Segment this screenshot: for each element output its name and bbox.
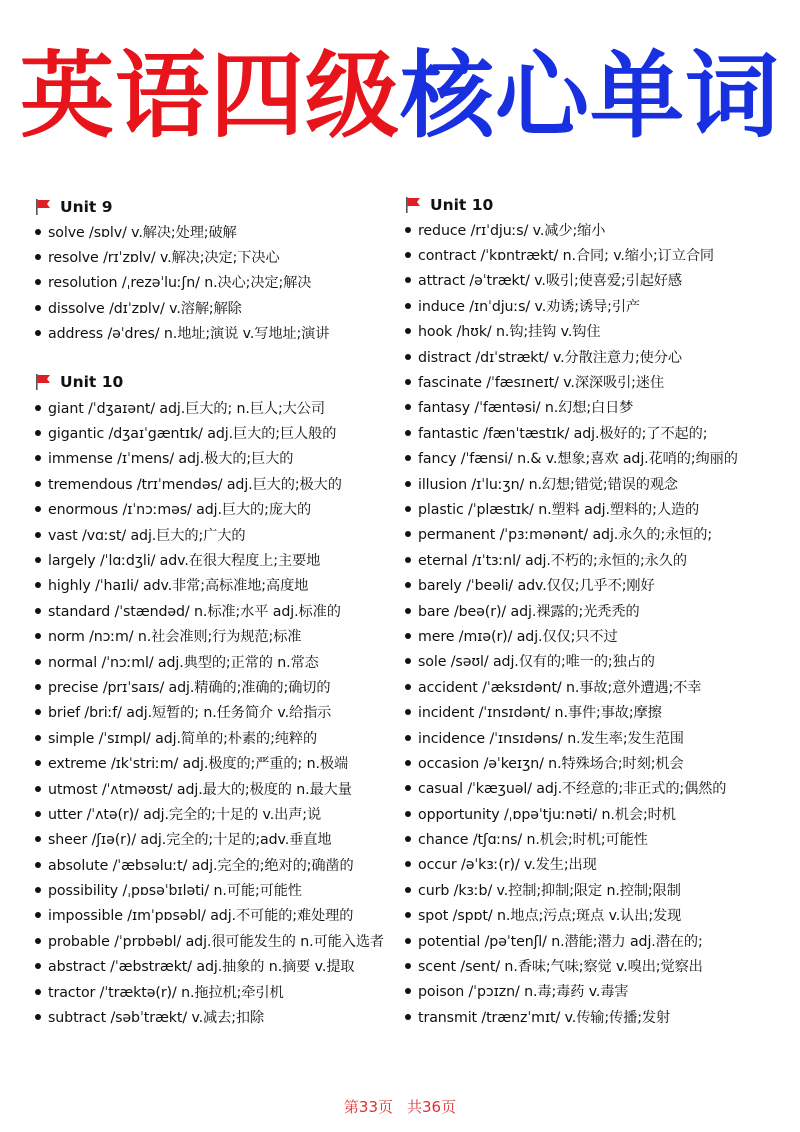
vocab-text: incidence /ˈɪnsɪdəns/ n.发生率;发生范围 [418, 730, 684, 747]
bullet-icon [405, 735, 411, 741]
bullet-icon [405, 785, 411, 791]
vocab-text: attract /əˈtrækt/ v.吸引;使喜爱;引起好感 [418, 273, 682, 290]
page-number: 第33页 [343, 1098, 393, 1116]
bullet-icon [35, 506, 41, 512]
bullet-icon [405, 608, 411, 614]
vocab-entry [34, 979, 404, 1004]
unit-heading [404, 192, 774, 217]
bullet-icon [405, 557, 411, 563]
right-column [404, 192, 774, 1030]
vocab-entry [404, 674, 774, 699]
vocab-text: fantastic /fænˈtæstɪk/ adj.极好的;了不起的; [418, 425, 708, 442]
unit-label: Unit 10 [60, 373, 124, 392]
vocab-entry [404, 852, 774, 877]
unit-heading [34, 194, 404, 219]
vocab-entry [404, 623, 774, 648]
vocab-text: casual /ˈkæʒuəl/ adj.不经意的;非正式的;偶然的 [418, 781, 727, 798]
bullet-icon [35, 608, 41, 614]
unit-label: Unit 9 [60, 197, 113, 216]
page-title [0, 38, 800, 156]
bullet-icon [405, 354, 411, 360]
vocab-text: sole /səʊl/ adj.仅有的;唯一的;独占的 [418, 654, 655, 671]
vocab-entry [34, 321, 404, 346]
vocab-entry [34, 446, 404, 471]
vocab-text: abstract /ˈæbstrækt/ adj.抽象的 n.摘要 v.提取 [48, 959, 355, 976]
vocab-text: barely /ˈbeəli/ adv.仅仅;几乎不;刚好 [418, 578, 655, 595]
bullet-icon [405, 938, 411, 944]
vocab-text: contract /ˈkɒntrækt/ n.合同; v.缩小;订立合同 [418, 248, 715, 265]
vocab-entry [404, 547, 774, 572]
vocab-text: illusion /ɪˈluːʒn/ n.幻想;错觉;错误的观念 [418, 476, 679, 493]
bullet-icon [405, 988, 411, 994]
bullet-icon [35, 684, 41, 690]
vocab-text: norm /nɔːm/ n.社会准则;行为规范;标准 [48, 629, 302, 646]
bullet-icon [405, 404, 411, 410]
bullet-icon [35, 760, 41, 766]
bullet-icon [35, 989, 41, 995]
bullet-icon [35, 836, 41, 842]
vocab-entry [404, 496, 774, 521]
bullet-icon [35, 862, 41, 868]
vocab-text: gigantic /dʒaɪˈgæntɪk/ adj.巨大的;巨人般的 [48, 426, 337, 443]
bullet-icon [405, 709, 411, 715]
vocab-entry [34, 827, 404, 852]
bullet-icon [405, 861, 411, 867]
vocab-entry [34, 471, 404, 496]
vocab-text: dissolve /dɪˈzɒlv/ v.溶解;解除 [48, 300, 242, 317]
bullet-icon [405, 506, 411, 512]
vocab-entry [404, 649, 774, 674]
bullet-icon [35, 887, 41, 893]
vocab-text: address /əˈdres/ n.地址;演说 v.写地址;演讲 [48, 326, 330, 343]
bullet-icon [405, 582, 411, 588]
vocab-entry [404, 268, 774, 293]
bullet-icon [35, 481, 41, 487]
vocab-entry [34, 522, 404, 547]
bullet-icon [35, 430, 41, 436]
vocab-entry [34, 547, 404, 572]
vocab-entry [404, 293, 774, 318]
vocab-text: giant /ˈdʒaɪənt/ adj.巨大的; n.巨人;大公司 [48, 400, 325, 417]
vocab-entry [34, 852, 404, 877]
vocab-entry [404, 217, 774, 242]
vocab-text: scent /sent/ n.香味;气味;察觉 v.嗅出;觉察出 [418, 959, 703, 976]
flag-icon [34, 373, 52, 391]
bullet-icon [405, 684, 411, 690]
vocab-entry [34, 395, 404, 420]
vocab-text: highly /ˈhaɪli/ adv.非常;高标准地;高度地 [48, 578, 309, 595]
bullet-icon [35, 633, 41, 639]
bullet-icon [405, 1014, 411, 1020]
bullet-icon [35, 659, 41, 665]
bullet-icon [35, 330, 41, 336]
bullet-icon [35, 557, 41, 563]
vocab-text: incident /ˈɪnsɪdənt/ n.事件;事故;摩擦 [418, 705, 662, 722]
vocab-entry [34, 1004, 404, 1029]
section-gap [34, 346, 404, 370]
vocab-entry [34, 903, 404, 928]
vocab-entry [404, 699, 774, 724]
vocab-entry [404, 776, 774, 801]
vocab-text: subtract /səbˈtrækt/ v.减去;扣除 [48, 1010, 265, 1027]
vocab-entry [404, 522, 774, 547]
bullet-icon [35, 229, 41, 235]
vocab-entry [34, 750, 404, 775]
vocab-entry [34, 700, 404, 725]
bullet-icon [405, 658, 411, 664]
bullet-icon [405, 531, 411, 537]
bullet-icon [405, 912, 411, 918]
bullet-icon [405, 252, 411, 258]
vocab-entry [34, 776, 404, 801]
vocab-entry [34, 573, 404, 598]
bullet-icon [405, 760, 411, 766]
vocab-entry [34, 801, 404, 826]
bullet-icon [35, 938, 41, 944]
vocab-entry [404, 928, 774, 953]
vocab-entry [404, 598, 774, 623]
vocab-entry [404, 979, 774, 1004]
bullet-icon [35, 532, 41, 538]
vocab-text: bare /beə(r)/ adj.裸露的;光秃秃的 [418, 603, 640, 620]
vocab-entry [404, 903, 774, 928]
vocab-entry [404, 826, 774, 851]
bullet-icon [35, 735, 41, 741]
bullet-icon [35, 305, 41, 311]
vocab-text: brief /briːf/ adj.短暂的; n.任务简介 v.给指示 [48, 705, 332, 722]
vocab-entry [34, 623, 404, 648]
vocab-text: curb /kɜːb/ v.控制;抑制;限定 n.控制;限制 [418, 882, 681, 899]
vocab-text: enormous /ɪˈnɔːməs/ adj.巨大的;庞大的 [48, 502, 312, 519]
page-footer [0, 1096, 800, 1117]
vocab-text: utmost /ˈʌtməʊst/ adj.最大的;极度的 n.最大量 [48, 781, 352, 798]
bullet-icon [405, 963, 411, 969]
vocab-entry [34, 674, 404, 699]
bullet-icon [405, 633, 411, 639]
vocab-text: tremendous /trɪˈmendəs/ adj.巨大的;极大的 [48, 476, 342, 493]
vocab-text: simple /ˈsɪmpl/ adj.简单的;朴素的;纯粹的 [48, 730, 318, 747]
vocab-entry [404, 242, 774, 267]
vocab-entry [404, 1004, 774, 1029]
vocab-text: eternal /ɪˈtɜːnl/ adj.不朽的;永恒的;永久的 [418, 552, 687, 569]
bullet-icon [35, 1014, 41, 1020]
vocab-entry [404, 369, 774, 394]
vocab-text: potential /pəˈtenʃl/ n.潜能;潜力 adj.潜在的; [418, 933, 703, 950]
flag-icon [34, 198, 52, 216]
vocab-text: reduce /rɪˈdjuːs/ v.减少;缩小 [418, 222, 606, 239]
bullet-icon [35, 963, 41, 969]
vocab-text: fascinate /ˈfæsɪneɪt/ v.深深吸引;迷住 [418, 375, 665, 392]
vocab-text: plastic /ˈplæstɪk/ n.塑料 adj.塑料的;人造的 [418, 501, 700, 518]
vocab-entry [404, 319, 774, 344]
bullet-icon [405, 836, 411, 842]
vocab-text: absolute /ˈæbsəluːt/ adj.完全的;绝对的;确凿的 [48, 857, 354, 874]
bullet-icon [35, 582, 41, 588]
bullet-icon [35, 279, 41, 285]
vocab-text: largely /ˈlɑːdʒli/ adv.在很大程度上;主要地 [48, 552, 321, 569]
vocab-entry [34, 295, 404, 320]
vocab-entry [34, 954, 404, 979]
vocab-text: transmit /trænzˈmɪt/ v.传输;传播;发射 [418, 1009, 671, 1026]
bullet-icon [35, 811, 41, 817]
vocab-entry [404, 750, 774, 775]
bullet-icon [35, 254, 41, 260]
vocab-entry [404, 953, 774, 978]
bullet-icon [35, 405, 41, 411]
vocab-entry [404, 446, 774, 471]
vocab-entry [34, 649, 404, 674]
page-total: 共36页 [407, 1098, 457, 1116]
vocab-entry [34, 219, 404, 244]
bullet-icon [405, 379, 411, 385]
vocab-entry [404, 725, 774, 750]
flag-icon [404, 196, 422, 214]
vocab-text: resolution /ˌrezəˈluːʃn/ n.决心;决定;解决 [48, 275, 312, 292]
bullet-icon [405, 328, 411, 334]
title-part-blue: 核心单词 [400, 42, 781, 151]
left-column [34, 194, 404, 1030]
bullet-icon [35, 786, 41, 792]
vocab-text: chance /tʃɑːns/ n.机会;时机;可能性 [418, 832, 648, 849]
vocab-entry [34, 877, 404, 902]
bullet-icon [405, 227, 411, 233]
vocab-entry [34, 420, 404, 445]
vocab-entry [404, 471, 774, 496]
vocab-text: normal /ˈnɔːml/ adj.典型的;正常的 n.常态 [48, 654, 319, 671]
unit-heading [34, 370, 404, 395]
bullet-icon [35, 709, 41, 715]
vocab-text: standard /ˈstændəd/ n.标准;水平 adj.标准的 [48, 603, 341, 620]
vocab-entry [34, 725, 404, 750]
vocab-text: precise /prɪˈsaɪs/ adj.精确的;准确的;确切的 [48, 679, 331, 696]
vocab-text: induce /ɪnˈdjuːs/ v.劝诱;诱导;引产 [418, 298, 641, 315]
bullet-icon [405, 277, 411, 283]
vocab-text: accident /ˈæksɪdənt/ n.事故;意外遭遇;不幸 [418, 679, 702, 696]
bullet-icon [405, 811, 411, 817]
vocab-text: vast /vɑːst/ adj.巨大的;广大的 [48, 527, 246, 544]
vocab-text: hook /hʊk/ n.钩;挂钩 v.钩住 [418, 324, 601, 341]
vocab-entry [404, 801, 774, 826]
vocab-text: distract /dɪˈstrækt/ v.分散注意力;使分心 [418, 349, 682, 366]
vocab-text: opportunity /ˌɒpəˈtjuːnəti/ n.机会;时机 [418, 806, 676, 823]
vocab-text: tractor /ˈtræktə(r)/ n.拖拉机;牵引机 [48, 984, 284, 1001]
vocab-text: extreme /ɪkˈstriːm/ adj.极度的;严重的; n.极端 [48, 756, 349, 773]
bullet-icon [405, 430, 411, 436]
vocab-text: immense /ɪˈmens/ adj.极大的;巨大的 [48, 451, 294, 468]
vocab-text: resolve /rɪˈzɒlv/ v.解决;决定;下决心 [48, 250, 280, 267]
vocab-text: probable /ˈprɒbəbl/ adj.很可能发生的 n.可能入选者 [48, 933, 385, 950]
vocab-text: fancy /ˈfænsi/ n.& v.想象;喜欢 adj.花哨的;绚丽的 [418, 451, 738, 468]
vocab-entry [34, 244, 404, 269]
vocab-text: impossible /ɪmˈpɒsəbl/ adj.不可能的;难处理的 [48, 908, 354, 925]
vocab-text: solve /sɒlv/ v.解决;处理;破解 [48, 224, 237, 241]
vocab-entry [404, 344, 774, 369]
vocab-entry [34, 928, 404, 953]
vocab-text: mere /mɪə(r)/ adj.仅仅;只不过 [418, 628, 618, 645]
vocab-entry [404, 572, 774, 597]
vocab-entry [34, 598, 404, 623]
bullet-icon [405, 303, 411, 309]
vocab-entry [404, 877, 774, 902]
vocab-entry [34, 270, 404, 295]
bullet-icon [35, 455, 41, 461]
vocab-text: possibility /ˌpɒsəˈbɪləti/ n.可能;可能性 [48, 883, 302, 900]
vocab-entry [34, 497, 404, 522]
bullet-icon [405, 455, 411, 461]
vocab-entry [404, 395, 774, 420]
bullet-icon [405, 481, 411, 487]
vocab-text: sheer /ʃɪə(r)/ adj.完全的;十足的;adv.垂直地 [48, 832, 332, 849]
vocab-text: poison /ˈpɔɪzn/ n.毒;毒药 v.毒害 [418, 984, 629, 1001]
bullet-icon [35, 912, 41, 918]
vocab-text: spot /spɒt/ n.地点;污点;斑点 v.认出;发现 [418, 908, 682, 925]
vocab-text: occur /əˈkɜː(r)/ v.发生;出现 [418, 857, 597, 874]
unit-label: Unit 10 [430, 195, 494, 214]
title-part-red: 英语四级 [19, 42, 400, 151]
vocab-text: occasion /əˈkeɪʒn/ n.特殊场合;时刻;机会 [418, 755, 684, 772]
vocab-text: permanent /ˈpɜːmənənt/ adj.永久的;永恒的; [418, 527, 713, 544]
vocab-text: utter /ˈʌtə(r)/ adj.完全的;十足的 v.出声;说 [48, 806, 322, 823]
vocab-entry [404, 420, 774, 445]
bullet-icon [405, 887, 411, 893]
vocab-text: fantasy /ˈfæntəsi/ n.幻想;白日梦 [418, 400, 634, 417]
